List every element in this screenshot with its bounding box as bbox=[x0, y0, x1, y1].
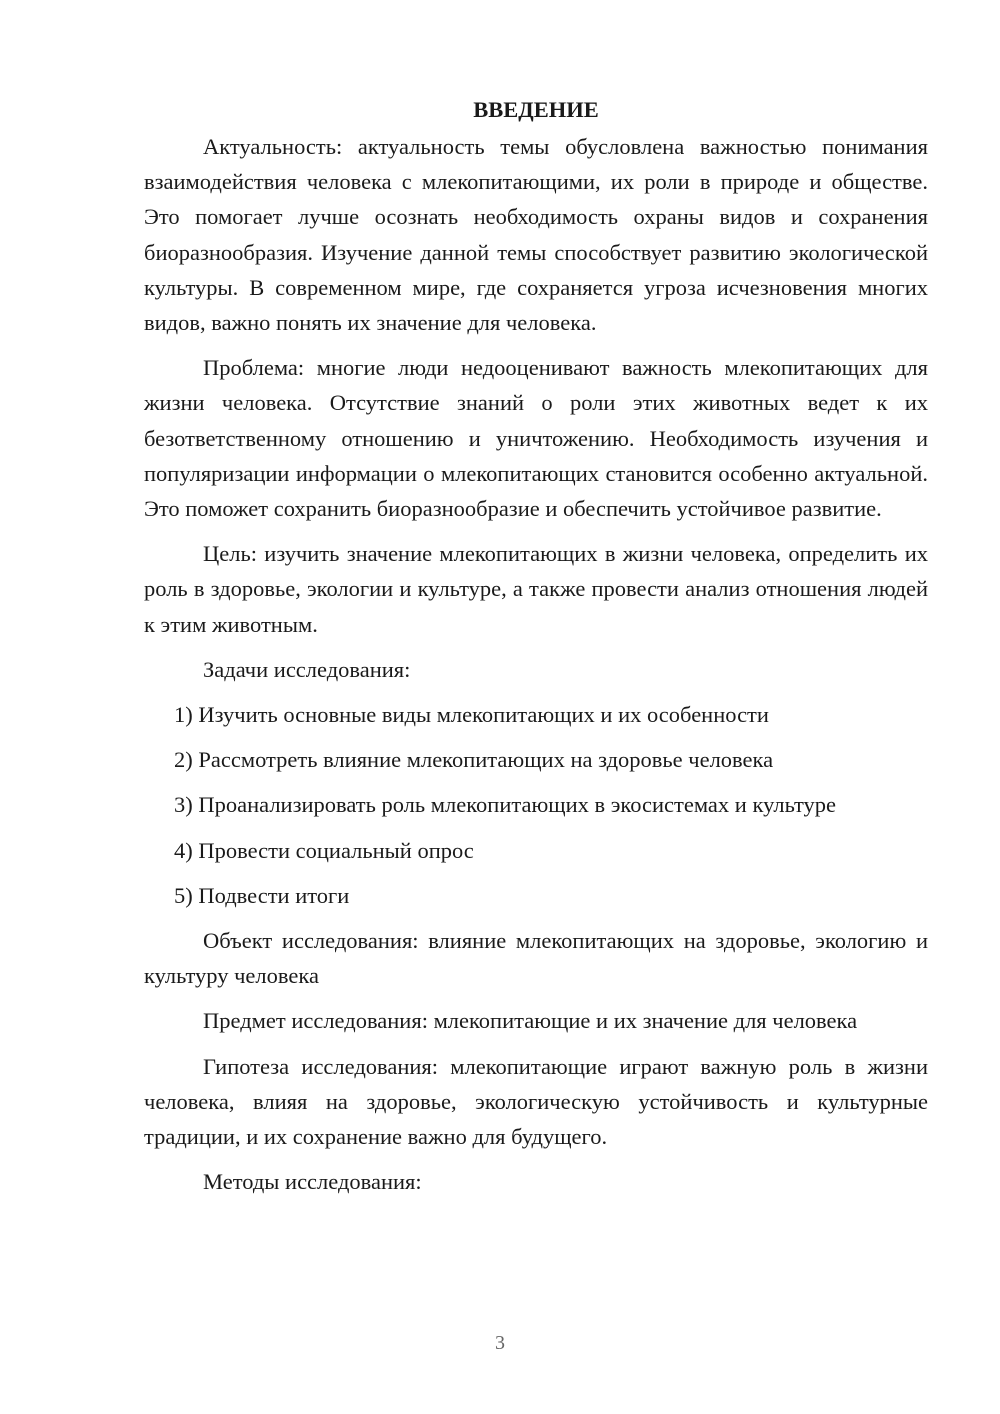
subject-paragraph: Предмет исследования: млекопитающие и их значение для человека bbox=[203, 1008, 858, 1034]
tasks-heading: Задачи исследования: bbox=[203, 656, 411, 682]
list-item: 2) Рассмотреть влияние млекопитающих на здоровье человека bbox=[174, 747, 774, 773]
hypothesis-paragraph: Гипотеза исследования: млекопитающие играют важную роль в жизни человека, влияя на здоровье, экологическую устойчивость и культурные традиции, и их сохранение важно для будущего. bbox=[144, 1053, 928, 1150]
tasks-list bbox=[144, 697, 928, 913]
list-item: 5) Подвести итоги bbox=[174, 882, 350, 908]
list-item: 1) Изучить основные виды млекопитающих и их особенности bbox=[174, 702, 769, 728]
page-title: ВВЕДЕНИЕ bbox=[473, 97, 599, 122]
object-paragraph: Объект исследования: влияние млекопитающих на здоровье, экологию и культуру человека bbox=[144, 928, 928, 989]
page-number: 3 bbox=[495, 1332, 505, 1354]
list-item: 3) Проанализировать роль млекопитающих в экосистемах и культуре bbox=[174, 792, 836, 818]
page-content bbox=[144, 92, 928, 1209]
problem-paragraph: Проблема: многие люди недооценивают важность млекопитающих для жизни человека. Отсутствие знаний о роли этих животных ведет к их безответственному отношению и уничтожению. Необходимость изучения и популяризации информации о млекопитающих становится особенно актуальной. Это поможет сохранить биоразнообразие и обеспечить устойчивое развитие. bbox=[144, 355, 928, 522]
relevance-paragraph: Актуальность: актуальность темы обусловлена важностью понимания взаимодействия человека с млекопитающими, их роли в природе и обществе. Это помогает лучше осознать необходимость охраны видов и сохранения биоразнообразия. Изучение данной темы способствует развитию экологической культуры. В современном мире, где сохраняется угроза исчезновения многих видов, важно понять их значение для человека. bbox=[144, 134, 928, 336]
list-item: 4) Провести социальный опрос bbox=[174, 837, 474, 863]
methods-heading: Методы исследования: bbox=[203, 1169, 422, 1195]
goal-paragraph: Цель: изучить значение млекопитающих в жизни человека, определить их роль в здоровье, экологии и культуре, а также провести анализ отношения людей к этим животным. bbox=[144, 541, 928, 637]
